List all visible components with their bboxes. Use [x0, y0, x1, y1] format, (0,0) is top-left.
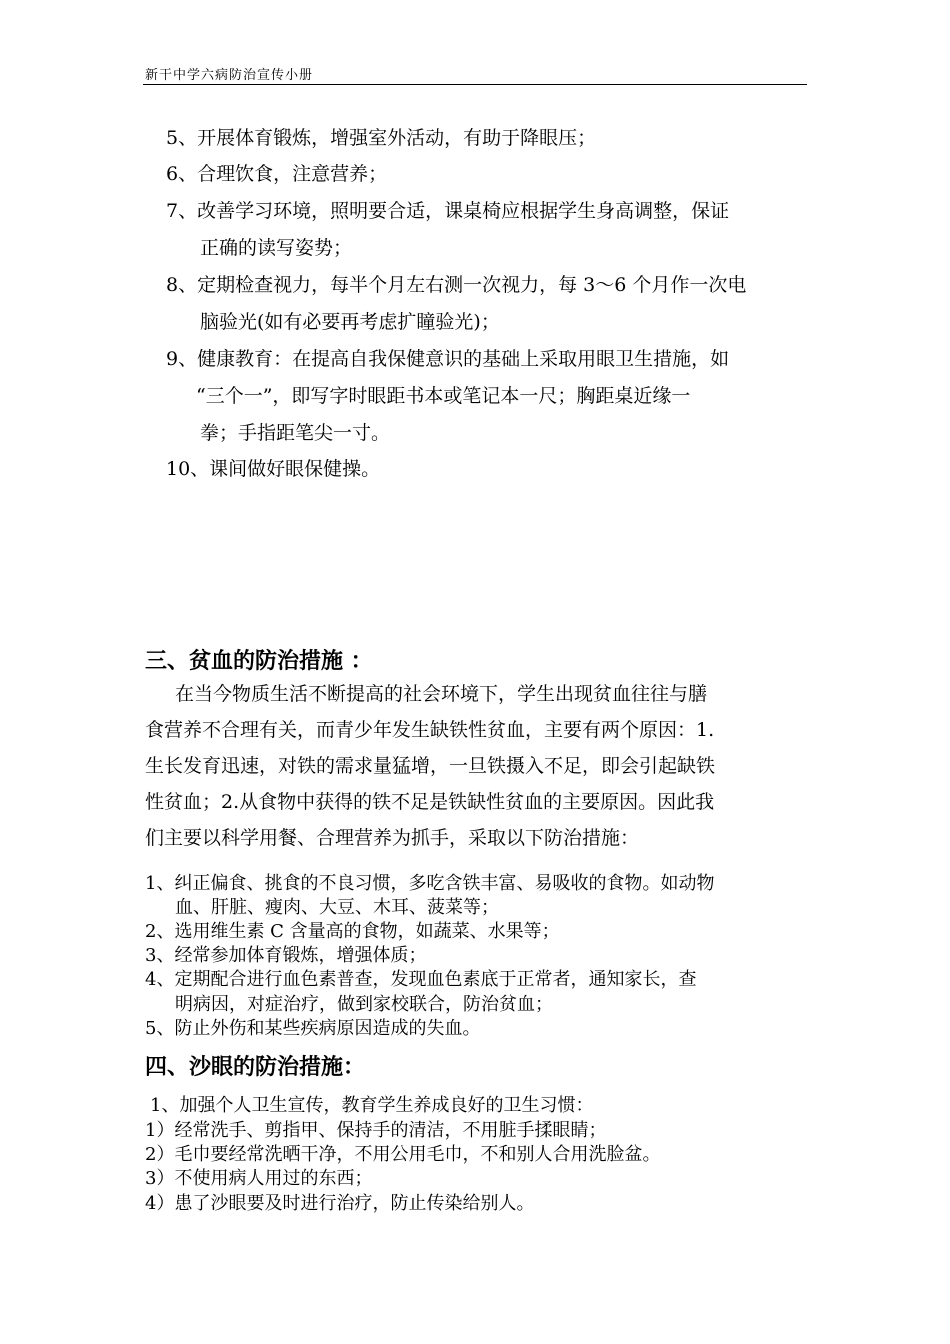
trachoma-subitem-1: 1）经常洗手、剪指甲、保持手的清洁，不用脏手揉眼睛；: [145, 1120, 607, 1141]
myopia-item-7-cont: 正确的读写姿势；: [200, 237, 353, 259]
myopia-item-9-cont-1: “三个一”，即写字时眼距书本或笔记本一尺；胸距桌近缘一: [196, 385, 691, 407]
myopia-item-9-cont-2: 拳；手指距笔尖一寸。: [200, 422, 391, 444]
anemia-item-3: 3、经常参加体育锻炼，增强体质；: [145, 945, 427, 966]
myopia-item-5: 5、开展体育锻炼，增强室外活动，有助于降眼压；: [166, 127, 597, 149]
trachoma-item-1: 1、加强个人卫生宣传，教育学生养成良好的卫生习惯：: [150, 1095, 594, 1116]
myopia-item-8-cont: 脑验光(如有必要再考虑扩瞳验光)；: [200, 311, 500, 333]
anemia-item-5: 5、防止外伤和某些疾病原因造成的失血。: [145, 1018, 481, 1039]
anemia-item-1: 1、纠正偏食、挑食的不良习惯，多吃含铁丰富、易吸收的食物。如动物: [145, 873, 715, 894]
page-header: 新干中学六病防治宣传小册: [145, 68, 314, 83]
anemia-intro-line: 食营养不合理有关，而青少年发生缺铁性贫血，主要有两个原因：1.: [145, 719, 715, 741]
myopia-item-7: 7、改善学习环境，照明要合适，课桌椅应根据学生身高调整，保证: [166, 200, 730, 222]
anemia-intro-line: 们主要以科学用餐、合理营养为抓手，采取以下防治措施：: [145, 827, 640, 849]
anemia-intro: [145, 676, 807, 856]
anemia-item-4: 4、定期配合进行血色素普查，发现血色素底于正常者，通知家长，查: [145, 969, 697, 990]
myopia-item-9: 9、健康教育：在提高自我保健意识的基础上采取用眼卫生措施，如: [166, 348, 730, 370]
anemia-intro-line: 性贫血；2.从食物中获得的铁不足是铁缺性贫血的主要原因。因此我: [145, 791, 715, 813]
trachoma-subitem-3: 3）不使用病人用过的东西；: [145, 1168, 373, 1189]
anemia-intro-line: 生长发育迅速，对铁的需求量猛增，一旦铁摄入不足，即会引起缺铁: [145, 755, 716, 777]
anemia-item-1-cont: 血、肝脏、瘦肉、大豆、木耳、菠菜等；: [175, 897, 499, 918]
anemia-heading: 三、贫血的防治措施 ：: [145, 649, 373, 674]
anemia-intro-line: 在当今物质生活不断提高的社会环境下，学生出现贫血往往与膳: [175, 683, 708, 705]
header-divider: [143, 84, 807, 85]
trachoma-subitem-2: 2）毛巾要经常洗晒干净，不用公用毛巾，不和别人合用洗脸盆。: [145, 1144, 661, 1165]
anemia-item-2: 2、选用维生素 C 含量高的食物，如蔬菜、水果等；: [145, 921, 560, 942]
myopia-item-6: 6、合理饮食，注意营养；: [166, 163, 388, 185]
trachoma-heading: 四、沙眼的防治措施：: [145, 1055, 366, 1080]
myopia-item-8: 8、定期检查视力，每半个月左右测一次视力，每 3～6 个月作一次电: [166, 274, 747, 296]
myopia-item-10: 10、课间做好眼保健操。: [166, 458, 381, 480]
anemia-item-4-cont: 明病因，对症治疗，做到家校联合，防治贫血；: [175, 994, 553, 1015]
trachoma-subitem-4: 4）患了沙眼要及时进行治疗，防止传染给别人。: [145, 1193, 535, 1214]
